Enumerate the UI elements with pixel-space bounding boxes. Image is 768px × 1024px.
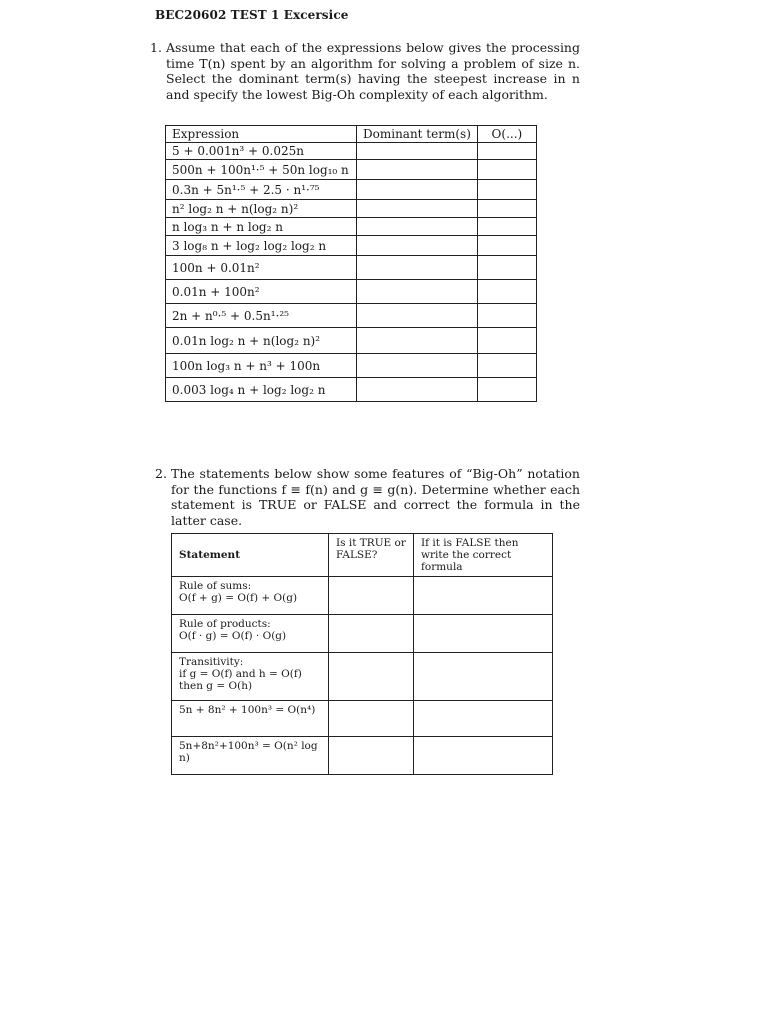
correct-formula-answer-cell[interactable] — [414, 577, 553, 615]
expression-cell: 100n log₃ n + n³ + 100n — [166, 354, 357, 378]
statement-line: if g = O(f) and h = O(f) — [179, 668, 302, 680]
header-correct-formula: If it is FALSE then write the correct formula — [414, 534, 553, 577]
table-row — [166, 280, 537, 304]
table-row — [166, 180, 537, 200]
table-row — [166, 378, 537, 402]
correct-formula-answer-cell[interactable] — [414, 653, 553, 701]
question-1 — [150, 40, 580, 102]
expression-cell: 100n + 0.01n² — [166, 256, 357, 280]
correct-formula-answer-cell[interactable] — [414, 737, 553, 775]
statement-cell — [172, 701, 329, 737]
table-row — [166, 218, 537, 236]
dominant-term-answer-cell[interactable] — [357, 256, 478, 280]
dominant-term-answer-cell[interactable] — [357, 160, 478, 180]
dominant-term-answer-cell[interactable] — [357, 180, 478, 200]
header-statement: Statement — [172, 534, 329, 577]
expression-cell: n log₃ n + n log₂ n — [166, 218, 357, 236]
true-false-answer-cell[interactable] — [329, 737, 414, 775]
statement-line: 5n+8n²+100n³ = O(n² log n) — [179, 740, 318, 764]
big-oh-answer-cell[interactable] — [477, 143, 536, 160]
table-row — [172, 615, 553, 653]
statement-line: Rule of sums: — [179, 580, 252, 592]
statement-line: O(f + g) = O(f) + O(g) — [179, 592, 298, 604]
big-oh-answer-cell[interactable] — [477, 304, 536, 328]
question-2-text: The statements below show some features of “Big-Oh” notation for the functions f ≡ f(n) and g ≡ g(n). Determine whether each statement is TRUE or FALSE and correct the formula in the latter case. — [171, 466, 580, 528]
correct-formula-answer-cell[interactable] — [414, 701, 553, 737]
expression-cell: 500n + 100n¹·⁵ + 50n log₁₀ n — [166, 160, 357, 180]
header-true-false: Is it TRUE or FALSE? — [329, 534, 414, 577]
statement-cell — [172, 615, 329, 653]
true-false-answer-cell[interactable] — [329, 701, 414, 737]
big-oh-answer-cell[interactable] — [477, 160, 536, 180]
dominant-term-answer-cell[interactable] — [357, 280, 478, 304]
table-row — [166, 160, 537, 180]
big-oh-answer-cell[interactable] — [477, 218, 536, 236]
true-false-answer-cell[interactable] — [329, 577, 414, 615]
statement-line: Transitivity: — [179, 656, 244, 668]
statement-line: O(f · g) = O(f) · O(g) — [179, 630, 287, 642]
expression-cell: 2n + n⁰·⁵ + 0.5n¹·²⁵ — [166, 304, 357, 328]
dominant-term-answer-cell[interactable] — [357, 218, 478, 236]
header-big-oh: O(...) — [477, 126, 536, 143]
statement-cell — [172, 577, 329, 615]
expressions-table — [165, 125, 537, 402]
big-oh-answer-cell[interactable] — [477, 256, 536, 280]
big-oh-answer-cell[interactable] — [477, 354, 536, 378]
expression-cell: 0.01n + 100n² — [166, 280, 357, 304]
statement-cell — [172, 737, 329, 775]
table-header-row — [166, 126, 537, 143]
table-row — [166, 236, 537, 256]
question-1-text: Assume that each of the expressions below gives the processing time T(n) spent by an algorithm for solving a problem of size n. Select the dominant term(s) having the steepest increase in n and specify the lowest Big-Oh complexity of each algorithm. — [166, 40, 580, 102]
expression-cell: 3 log₈ n + log₂ log₂ log₂ n — [166, 236, 357, 256]
statements-table — [171, 533, 553, 775]
statement-line: then g = O(h) — [179, 680, 253, 692]
table-row — [166, 304, 537, 328]
expression-cell: 0.003 log₄ n + log₂ log₂ n — [166, 378, 357, 402]
dominant-term-answer-cell[interactable] — [357, 143, 478, 160]
true-false-answer-cell[interactable] — [329, 615, 414, 653]
dominant-term-answer-cell[interactable] — [357, 304, 478, 328]
dominant-term-answer-cell[interactable] — [357, 354, 478, 378]
dominant-term-answer-cell[interactable] — [357, 236, 478, 256]
header-expression: Expression — [166, 126, 357, 143]
correct-formula-answer-cell[interactable] — [414, 615, 553, 653]
big-oh-answer-cell[interactable] — [477, 180, 536, 200]
table-row — [172, 737, 553, 775]
big-oh-answer-cell[interactable] — [477, 378, 536, 402]
statement-line: 5n + 8n² + 100n³ = O(n⁴) — [179, 704, 316, 716]
header-dominant-terms: Dominant term(s) — [357, 126, 478, 143]
expression-cell: 0.3n + 5n¹·⁵ + 2.5 · n¹·⁷⁵ — [166, 180, 357, 200]
table-row — [172, 577, 553, 615]
table-row — [166, 200, 537, 218]
table-row — [172, 653, 553, 701]
expression-cell: 5 + 0.001n³ + 0.025n — [166, 143, 357, 160]
big-oh-answer-cell[interactable] — [477, 328, 536, 354]
question-2-number: 2. — [155, 466, 167, 481]
question-1-number: 1. — [150, 40, 162, 55]
expression-cell: n² log₂ n + n(log₂ n)² — [166, 200, 357, 218]
dominant-term-answer-cell[interactable] — [357, 200, 478, 218]
statement-cell — [172, 653, 329, 701]
table-row — [172, 701, 553, 737]
question-2 — [155, 466, 580, 528]
dominant-term-answer-cell[interactable] — [357, 378, 478, 402]
table-row — [166, 256, 537, 280]
statement-line: Rule of products: — [179, 618, 271, 630]
table-row — [166, 143, 537, 160]
big-oh-answer-cell[interactable] — [477, 236, 536, 256]
expression-cell: 0.01n log₂ n + n(log₂ n)² — [166, 328, 357, 354]
table-row — [166, 328, 537, 354]
table-header-row — [172, 534, 553, 577]
dominant-term-answer-cell[interactable] — [357, 328, 478, 354]
big-oh-answer-cell[interactable] — [477, 280, 536, 304]
table-row — [166, 354, 537, 378]
big-oh-answer-cell[interactable] — [477, 200, 536, 218]
document-header: BEC20602 TEST 1 Excersice — [155, 8, 349, 22]
true-false-answer-cell[interactable] — [329, 653, 414, 701]
